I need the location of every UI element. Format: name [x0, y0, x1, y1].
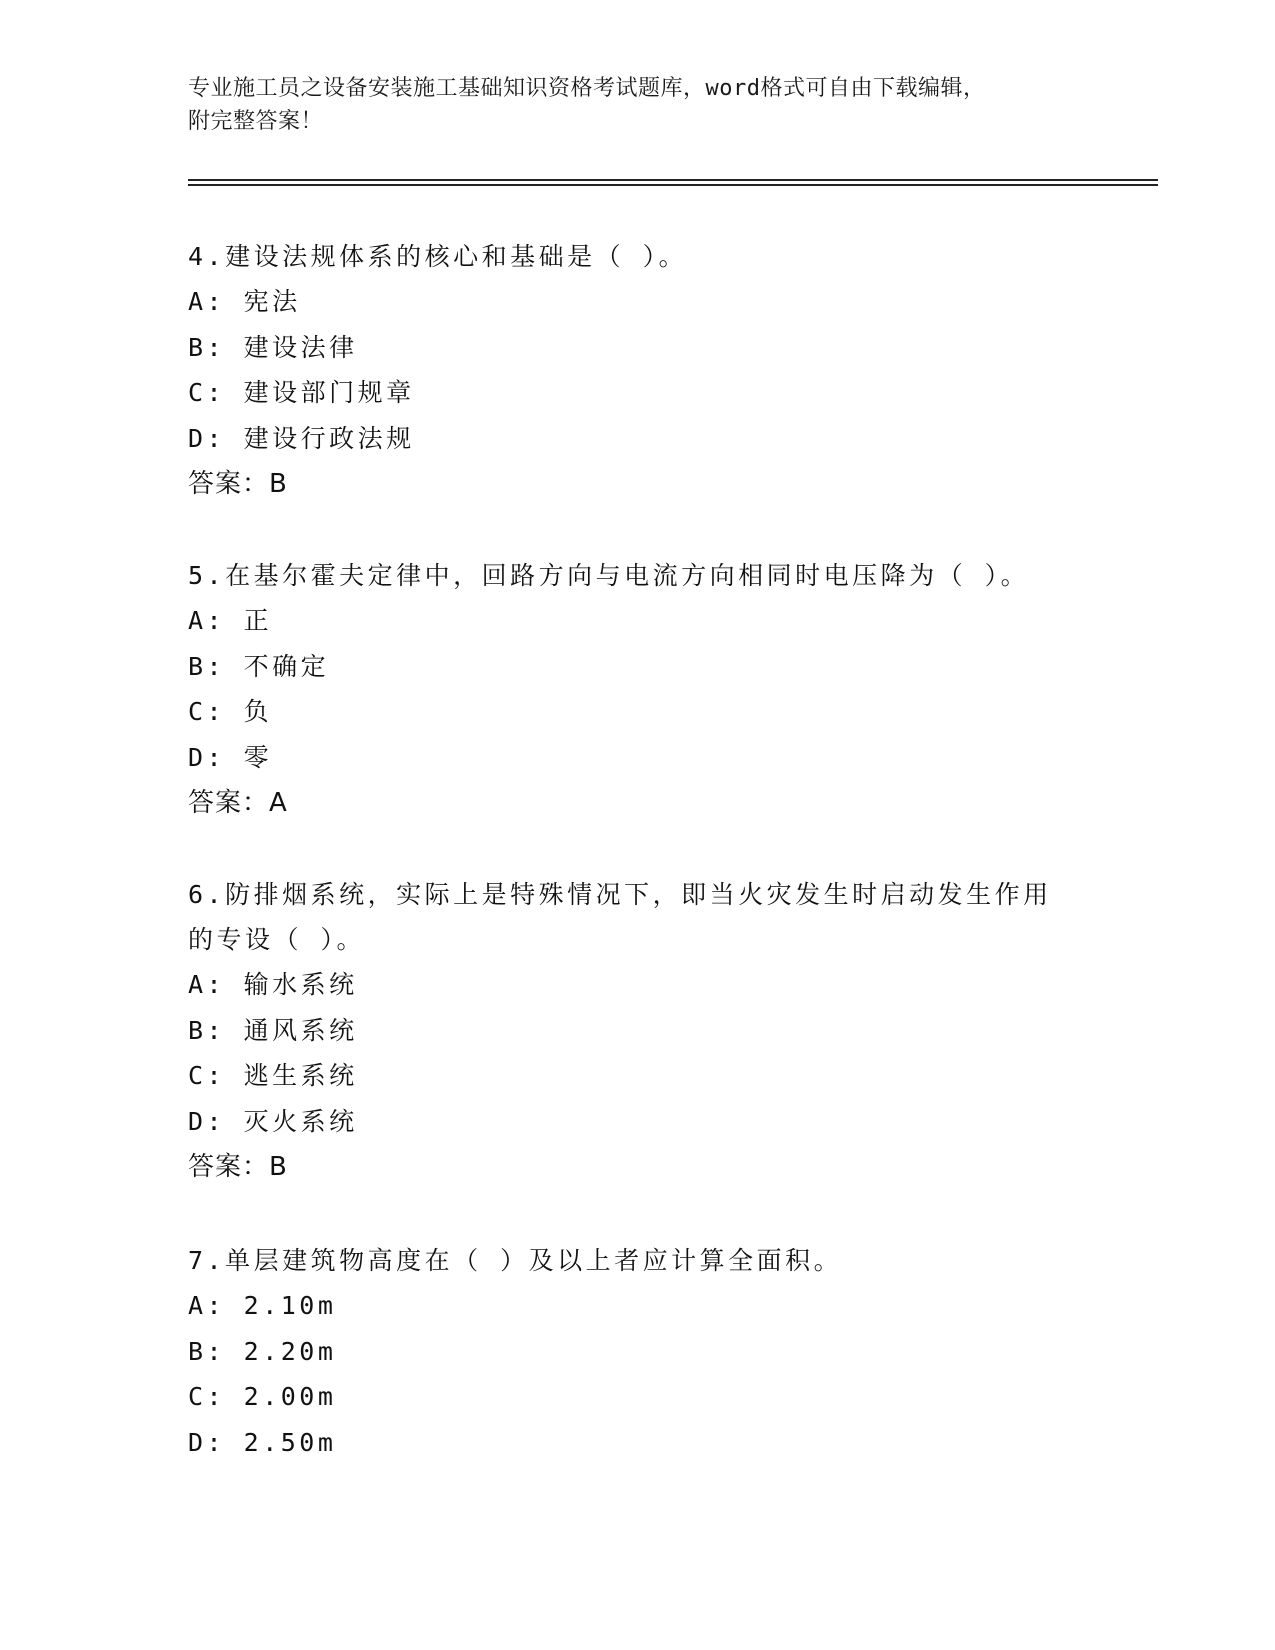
option-c: C: 2.00m [188, 1382, 337, 1411]
option-b: B: 不确定 [188, 651, 330, 681]
question-4 [188, 234, 1068, 507]
option-b: B: 2.20m [188, 1336, 337, 1366]
option-a: A: 输水系统 [188, 970, 358, 999]
option-d: D: 建设行政法规 [188, 423, 415, 453]
option-a: A: 2.10m [188, 1291, 337, 1320]
option-a: A: 宪法 [188, 287, 301, 316]
option-d: D: 2.50m [188, 1427, 337, 1457]
option-b: B: 通风系统 [188, 1015, 358, 1045]
option-a: A: 正 [188, 606, 273, 635]
option-c: C: 负 [188, 697, 273, 726]
header-divider-top [188, 179, 1158, 181]
option-c: C: 建设部门规章 [188, 378, 415, 407]
question-stem: 6.防排烟系统，实际上是特殊情况下，即当火灾发生时启动发生作用的专设（ ）。 [188, 880, 1052, 954]
header-line-2: 附完整答案！ [188, 109, 324, 134]
answer: 答案：A [188, 788, 288, 818]
answer: 答案：B [188, 1152, 288, 1182]
option-c: C: 逃生系统 [188, 1061, 358, 1090]
question-stem: 4.建设法规体系的核心和基础是（ ）。 [188, 242, 688, 271]
option-d: D: 零 [188, 742, 273, 772]
question-stem: 5.在基尔霍夫定律中，回路方向与电流方向相同时电压降为（ ）。 [188, 561, 1030, 590]
option-b: B: 建设法律 [188, 332, 358, 362]
question-5 [188, 553, 1068, 826]
header-line-1: 专业施工员之设备安装施工基础知识资格考试题库，word格式可自由下载编辑， [188, 76, 986, 101]
document-header [188, 72, 1068, 138]
option-d: D: 灭火系统 [188, 1106, 358, 1136]
question-6 [188, 872, 1068, 1190]
question-stem: 7.单层建筑物高度在（ ）及以上者应计算全面积。 [188, 1246, 843, 1275]
question-7 [188, 1238, 1068, 1465]
header-divider-bottom [188, 184, 1158, 186]
answer: 答案：B [188, 469, 288, 499]
